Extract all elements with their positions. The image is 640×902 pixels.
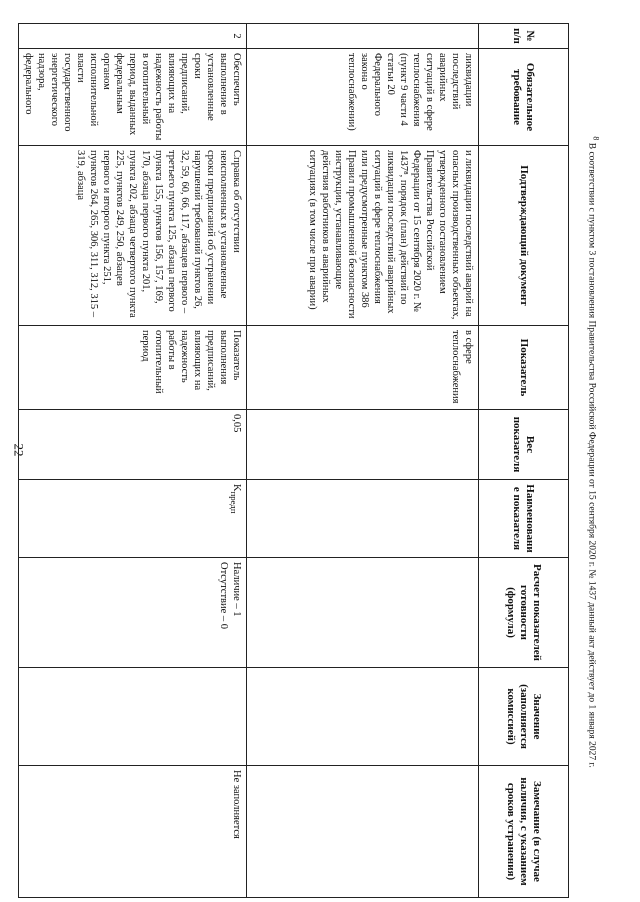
header-formula: Расчет показателей готовности (формула)	[479, 558, 569, 668]
cell-remark: Не заполняется	[19, 766, 247, 898]
header-row	[479, 24, 569, 898]
cell-requirement: Обеспечить выполнение в установленные сроки предписаний, влияющих на надежность работы в отопительный период, выданных федеральным органом исполнительной власти государственного энергетического надзора, федерального	[19, 49, 247, 146]
cell-document: Справка об отсутствии неисполненных в установленные сроки предписаний об устранении нарушений требований пунктов 26, 32, 59, 60, 66, 117, абзацев первого – третьего пункта 125, абзаца первого пункта 155, пунктов 156, 157, 169, 170, абзаца первого пункта 201, пункта 202, абзаца четвертого пункта 225, пунктов 249, 250, абзацев первого и второго пункта 251, пунктов 264, 265, 306, 311, 312, 315 – 319, абзаца	[19, 146, 247, 326]
indicator-symbol: K	[231, 484, 242, 492]
table-row	[247, 24, 479, 898]
cell-weight	[247, 410, 479, 480]
footnote-text: В соответствии с пунктом 3 постановления Правительства Российской Федерации от 15 сентября 2020 г. № 1437 данный акт действует до 1 января 2027 г.	[586, 140, 597, 768]
table-row	[19, 24, 247, 898]
page-number: 22	[11, 443, 26, 457]
rotated-table-wrapper	[23, 23, 569, 897]
cell-num: 2	[19, 24, 247, 49]
cell-value	[19, 668, 247, 766]
cell-name	[247, 480, 479, 558]
cell-remark	[247, 766, 479, 898]
cell-requirement: ликвидации последствий аварийных ситуаций в сфере теплоснабжения (пункт 9 части 4 статьи 20 Федерального закона о теплоснабжении)	[247, 49, 479, 146]
cell-indicator: в сфере теплоснабжения	[247, 326, 479, 410]
cell-name	[19, 480, 247, 558]
table-stage	[23, 23, 569, 897]
cell-value	[247, 668, 479, 766]
header-document: Подтверждающий документ	[479, 146, 569, 326]
header-requirement: Обязательное требование	[479, 49, 569, 146]
cell-document: и ликвидации последствий аварий на опасных производственных объектах, утвержденного постановлением Правительства Российской Федерации от 15 сентября 2020 г. № 1437⁸, порядок (план) действий по ликвидации последствий аварийных ситуаций в сфере теплоснабжения или предусмотренные пунктом 386 Правил промышленной безопасности инструкции, устанавливающие действия работников в аварийных ситуациях (в том числе при аварии)	[247, 146, 479, 326]
header-indicator: Показатель	[479, 326, 569, 410]
header-name: Наименовани е показателя	[479, 480, 569, 558]
cell-formula: Наличие – 1 Отсутствие – 0	[19, 558, 247, 668]
footnote	[574, 12, 614, 892]
cell-indicator: Показатель выполнения предписаний, влияющих на надежность работы в отопительный период	[19, 326, 247, 410]
header-value: Значение (заполняется комиссией)	[479, 668, 569, 766]
indicator-symbol-subscript: предп	[228, 491, 239, 514]
cell-weight: 0,05	[19, 410, 247, 480]
footnote-mark: 8	[592, 136, 602, 141]
cell-num	[247, 24, 479, 49]
header-weight: Вес показателя	[479, 410, 569, 480]
cell-formula	[247, 558, 479, 668]
readiness-table	[18, 23, 569, 898]
header-remark: Замечание (в случае наличия, с указанием сроков устранения)	[479, 766, 569, 898]
header-num: № п/п	[479, 24, 569, 49]
